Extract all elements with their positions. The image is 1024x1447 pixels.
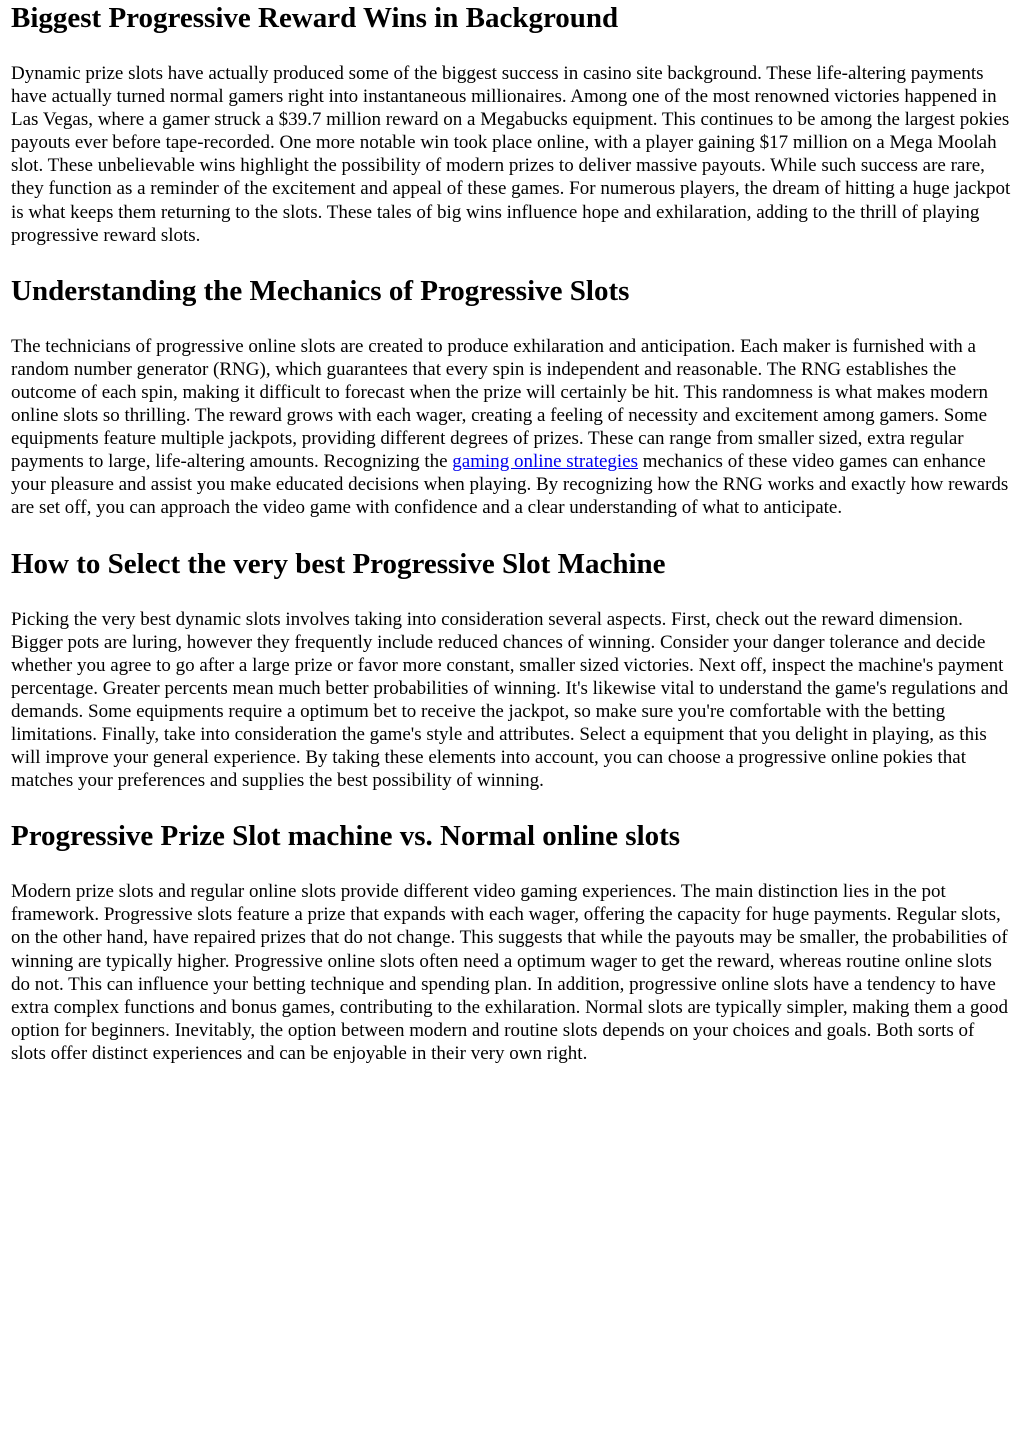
- gaming-strategies-link[interactable]: gaming online strategies: [452, 451, 639, 473]
- section-body-progressive-vs-normal: Modern prize slots and regular online slots provide different video gaming experiences. The main distinction lies in the pot framework. Progressive slots feature a prize that expands with each wager, offering the capacity for huge payments. Regular slots, on the other hand, have repaired prizes that do not change. This suggests that while the payouts may be smaller, the probabilities of winning are typically higher. Progressive online slots often need a optimum wager to get the reward, whereas routine online slots do not. This can influence your betting technique and spending plan. In addition, progressive online slots have a tendency to have extra complex functions and bonus games, contributing to the exhilaration. Normal slots are typically simpler, making them a good option for beginners. Inevitably, the option between modern and routine slots depends on your choices and goals. Both sorts of slots offer distinct experiences and can be enjoyable in their very own right.: [11, 881, 1009, 1064]
- mechanics-text-after-link: mechanics of these video games can enhance your pleasure and assist you make educated decisions when playing. By recognizing how the RNG works and exactly how rewards are set off, you can approach the video game with confidence and a clear understanding of what to anticipate.: [11, 451, 1009, 519]
- section-heading-mechanics: Understanding the Mechanics of Progressive Slots: [11, 274, 630, 307]
- section-body-mechanics: [11, 335, 1013, 520]
- section-heading-biggest-wins: Biggest Progressive Reward Wins in Background: [11, 2, 619, 34]
- section-body-biggest-wins: Dynamic prize slots have actually produced some of the biggest success in casino site background. These life-altering payments have actually turned normal gamers right into instantaneous millionaires. Among one of the most renowned victories happened in Las Vegas, where a gamer struck a $39.7 million reward on a Megabucks equipment. This continues to be among the largest pokies payouts ever before tape-recorded. One more notable win took place online, with a player gaining $17 million on a Mega Moolah slot. These unbelievable wins highlight the possibility of modern prizes to deliver massive payouts. While such success are rare, they function as a reminder of the excitement and appeal of these games. For numerous players, the dream of hitting a huge jackpot is what keeps them returning to the slots. These tales of big wins influence hope and exhilaration, adding to the thrill of playing progressive reward slots.: [11, 63, 1011, 246]
- mechanics-text-before-link: The technicians of progressive online slots are created to produce exhilaration and anticipation. Each maker is furnished with a random number generator (RNG), which guarantees that every spin is independent and reasonable. The RNG establishes the outcome of each spin, making it difficult to forecast when the prize will certainly be hit. This randomness is what makes modern online slots so thrilling. The reward grows with each wager, creating a feeling of necessity and excitement among gamers. Some equipments feature multiple jackpots, providing different degrees of prizes. These can range from smaller sized, extra regular payments to large, life-altering amounts. Recognizing the: [11, 335, 989, 473]
- section-body-select-best: Picking the very best dynamic slots involves taking into consideration several aspects. First, check out the reward dimension. Bigger pots are luring, however they frequently include reduced chances of winning. Consider your danger tolerance and decide whether you agree to go after a large prize or favor more constant, smaller sized victories. Next off, inspect the machine's payment percentage. Greater percents mean much better probabilities of winning. It's likewise vital to understand the game's regulations and demands. Some equipments require a optimum bet to receive the jackpot, so make sure you're comfortable with the betting limitations. Finally, take into consideration the game's style and attributes. Select a equipment that you delight in playing, as this will improve your general experience. By taking these elements into account, you can choose a progressive online pokies that matches your preferences and supplies the best possibility of winning.: [11, 608, 1009, 792]
- section-heading-select-best: How to Select the very best Progressive Slot Machine: [11, 547, 666, 580]
- section-heading-progressive-vs-normal: Progressive Prize Slot machine vs. Normal online slots: [11, 820, 681, 853]
- article: [0, 1, 1024, 1065]
